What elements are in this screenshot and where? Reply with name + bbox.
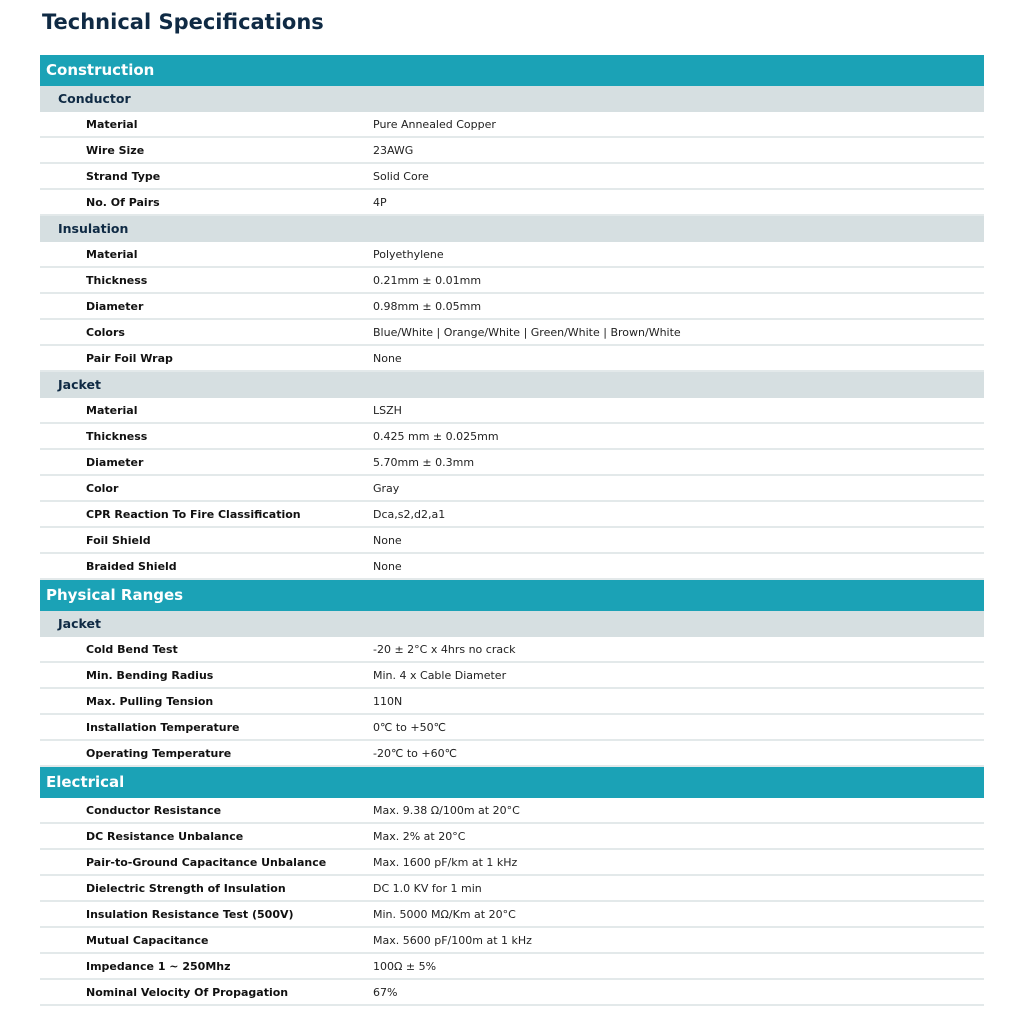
spec-label: DC Resistance Unbalance	[86, 829, 244, 843]
spec-row	[40, 824, 984, 850]
spec-label: Diameter	[86, 299, 144, 313]
spec-label: CPR Reaction To Fire Classification	[86, 507, 301, 521]
spec-row	[40, 450, 984, 476]
spec-value: Blue/White | Orange/White | Green/White | Brown/White	[373, 325, 681, 339]
spec-label: Thickness	[86, 273, 148, 287]
spec-row	[40, 268, 984, 294]
section-header: Physical Ranges	[40, 580, 984, 611]
spec-row	[40, 928, 984, 954]
spec-row	[40, 798, 984, 824]
spec-row	[40, 346, 984, 372]
spec-label: Material	[86, 403, 138, 417]
spec-value: Max. 5600 pF/100m at 1 kHz	[373, 933, 532, 947]
spec-label: Conductor Resistance	[86, 803, 222, 817]
spec-row	[40, 112, 984, 138]
spec-value: None	[373, 533, 402, 547]
spec-value: Max. 2% at 20°C	[373, 829, 466, 843]
spec-table	[40, 55, 984, 1006]
spec-row	[40, 164, 984, 190]
spec-row	[40, 850, 984, 876]
spec-value: Max. 9.38 Ω/100m at 20°C	[373, 803, 520, 817]
spec-label: Nominal Velocity Of Propagation	[86, 985, 289, 999]
spec-label: Min. Bending Radius	[86, 668, 214, 682]
spec-label: Material	[86, 247, 138, 261]
spec-value: Solid Core	[373, 169, 429, 183]
spec-value: 4P	[373, 195, 387, 209]
spec-label: Mutual Capacitance	[86, 933, 209, 947]
spec-label: Wire Size	[86, 143, 145, 157]
spec-label: Foil Shield	[86, 533, 151, 547]
spec-row	[40, 741, 984, 767]
spec-row	[40, 980, 984, 1006]
spec-label: Operating Temperature	[86, 746, 232, 760]
spec-value: -20℃ to +60℃	[373, 746, 457, 760]
spec-row	[40, 242, 984, 268]
spec-value: 5.70mm ± 0.3mm	[373, 455, 475, 469]
spec-row	[40, 476, 984, 502]
spec-label: Impedance 1 ~ 250Mhz	[86, 959, 231, 973]
spec-value: DC 1.0 KV for 1 min	[373, 881, 482, 895]
spec-row	[40, 689, 984, 715]
spec-value: 110N	[373, 694, 403, 708]
spec-row	[40, 876, 984, 902]
spec-value: Dca,s2,d2,a1	[373, 507, 446, 521]
subsection-header: Jacket	[40, 372, 984, 398]
spec-value: None	[373, 351, 402, 365]
spec-row	[40, 954, 984, 980]
spec-label: Cold Bend Test	[86, 642, 178, 656]
spec-row	[40, 398, 984, 424]
subsection-header: Insulation	[40, 216, 984, 242]
spec-row	[40, 902, 984, 928]
spec-label: Max. Pulling Tension	[86, 694, 214, 708]
spec-row	[40, 138, 984, 164]
spec-label: Pair-to-Ground Capacitance Unbalance	[86, 855, 327, 869]
spec-value: LSZH	[373, 403, 402, 417]
spec-label: Strand Type	[86, 169, 161, 183]
spec-label: Color	[86, 481, 119, 495]
spec-value: 0.425 mm ± 0.025mm	[373, 429, 499, 443]
subsection-header: Jacket	[40, 611, 984, 637]
spec-value: 0℃ to +50℃	[373, 720, 446, 734]
spec-row	[40, 715, 984, 741]
spec-value: Min. 4 x Cable Diameter	[373, 668, 507, 682]
subsection-header: Conductor	[40, 86, 984, 112]
spec-value: 100Ω ± 5%	[373, 959, 437, 973]
spec-value: -20 ± 2°C x 4hrs no crack	[373, 642, 516, 656]
spec-value: Polyethylene	[373, 247, 444, 261]
spec-label: Material	[86, 117, 138, 131]
spec-label: Braided Shield	[86, 559, 177, 573]
spec-value: 67%	[373, 985, 398, 999]
spec-row	[40, 663, 984, 689]
spec-label: Dielectric Strength of Insulation	[86, 881, 286, 895]
spec-label: Insulation Resistance Test (500V)	[86, 907, 294, 921]
spec-label: Diameter	[86, 455, 144, 469]
spec-row	[40, 190, 984, 216]
spec-value: Pure Annealed Copper	[373, 117, 496, 131]
spec-row	[40, 528, 984, 554]
spec-value: Min. 5000 MΩ/Km at 20°C	[373, 907, 516, 921]
spec-row	[40, 294, 984, 320]
spec-label: Installation Temperature	[86, 720, 240, 734]
spec-value: Max. 1600 pF/km at 1 kHz	[373, 855, 518, 869]
section-header: Construction	[40, 55, 984, 86]
spec-row	[40, 502, 984, 528]
spec-value: 0.98mm ± 0.05mm	[373, 299, 482, 313]
spec-value: Gray	[373, 481, 400, 495]
spec-row	[40, 637, 984, 663]
page-title: Technical Specifications	[42, 10, 324, 34]
spec-row	[40, 320, 984, 346]
spec-label: Thickness	[86, 429, 148, 443]
spec-label: No. Of Pairs	[86, 195, 160, 209]
spec-value: 23AWG	[373, 143, 414, 157]
spec-label: Pair Foil Wrap	[86, 351, 173, 365]
spec-row	[40, 424, 984, 450]
section-header: Electrical	[40, 767, 984, 798]
spec-row	[40, 554, 984, 580]
spec-value: None	[373, 559, 402, 573]
spec-value: 0.21mm ± 0.01mm	[373, 273, 482, 287]
spec-label: Colors	[86, 325, 125, 339]
